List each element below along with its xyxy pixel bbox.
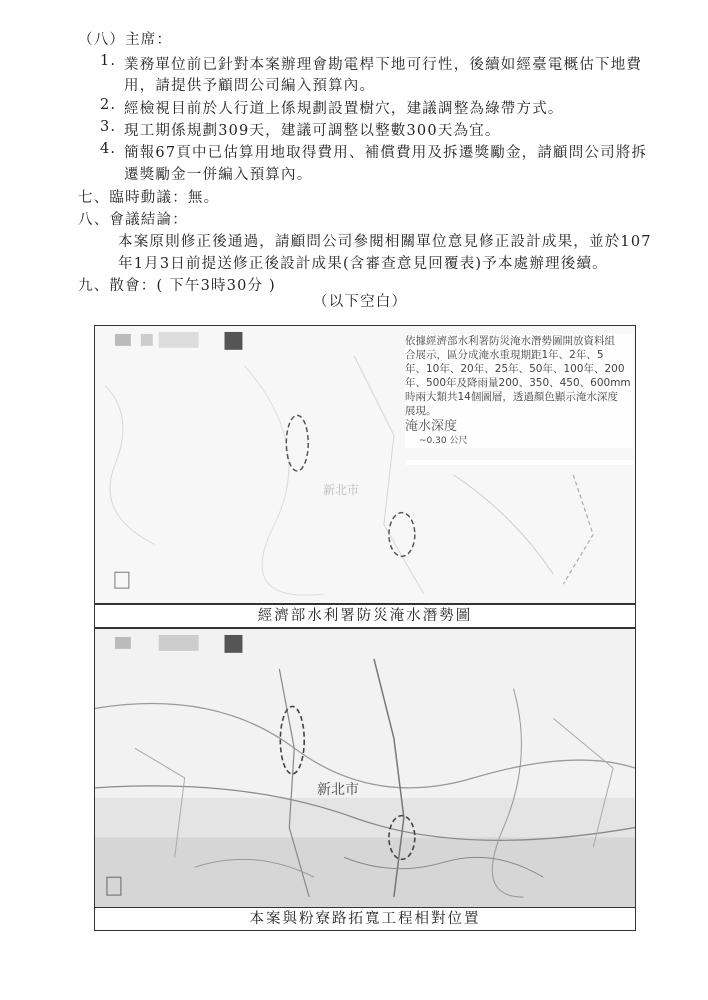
location-map-graphic <box>95 629 635 907</box>
map1-city-label: 新北市 <box>323 483 360 497</box>
item-4-number: 4. <box>100 141 117 157</box>
item-4-line-2: 遷獎勵金一併編入預算內。 <box>124 167 313 183</box>
info-line-1: 依據經濟部水利署防災淹水潛勢圖開放資料組 <box>405 335 615 347</box>
adjournment: 九、散會：( 下午3時30分 ) <box>78 278 276 294</box>
item-2-line-1: 經檢視目前於人行道上係規劃設置樹穴，建議調整為綠帶方式。 <box>124 101 564 117</box>
item-4-line-1: 簡報67頁中已估算用地取得費用、補償費用及拆遷獎勵金，請顧問公司將拆 <box>124 145 648 161</box>
info-line-4: 年、500年及降雨量200、350、450、600mm <box>405 377 631 389</box>
item-2-number: 2. <box>100 97 117 113</box>
item-1-line-2: 用，請提供予顧問公司編入預算內。 <box>124 78 376 94</box>
item-1-line-1: 業務單位前已針對本案辦理會勘電桿下地可行性，後續如經臺電概估下地費 <box>124 57 643 73</box>
flood-potential-map <box>94 325 636 604</box>
conclusion-heading: 八、會議結論： <box>78 212 188 228</box>
chair-heading: （八）主席： <box>78 32 173 48</box>
project-location-map <box>94 628 636 908</box>
info-line-3: 年、10年、20年、25年、50年、100年、200 <box>405 363 625 375</box>
ad-hoc-motions: 七、臨時動議：無。 <box>78 190 220 206</box>
item-3-line-1: 現工期係規劃309天，建議可調整以整數300天為宜。 <box>124 123 501 139</box>
flood-depth-legend-value: ~0.30 公尺 <box>419 436 468 446</box>
blank-below-note: （以下空白） <box>313 294 408 310</box>
map2-city-label: 新北市 <box>317 782 359 798</box>
map2-caption: 本案與粉寮路拓寬工程相對位置 <box>94 907 636 931</box>
conclusion-line-2: 年1月3日前提送修正後設計成果(含審查意見回覆表)予本處辦理後續。 <box>118 256 608 272</box>
item-3-number: 3. <box>100 119 117 135</box>
map1-caption: 經濟部水利署防災淹水潛勢圖 <box>94 604 636 628</box>
item-1-number: 1. <box>100 53 117 69</box>
flood-depth-legend-title: 淹水深度 <box>405 419 458 434</box>
info-line-6: 展現。 <box>405 405 437 417</box>
qr-code-icon-2 <box>225 635 243 653</box>
conclusion-line-1: 本案原則修正後通過，請顧問公司參閱相關單位意見修正設計成果，並於107 <box>118 234 652 250</box>
flood-info-box <box>405 334 633 448</box>
info-line-2: 合展示，區分成淹水重現期距1年、2年、5 <box>405 349 604 361</box>
qr-code-icon <box>225 332 243 350</box>
info-line-5: 時兩大類共14個圖層，透過顏色顯示淹水深度 <box>405 391 618 403</box>
